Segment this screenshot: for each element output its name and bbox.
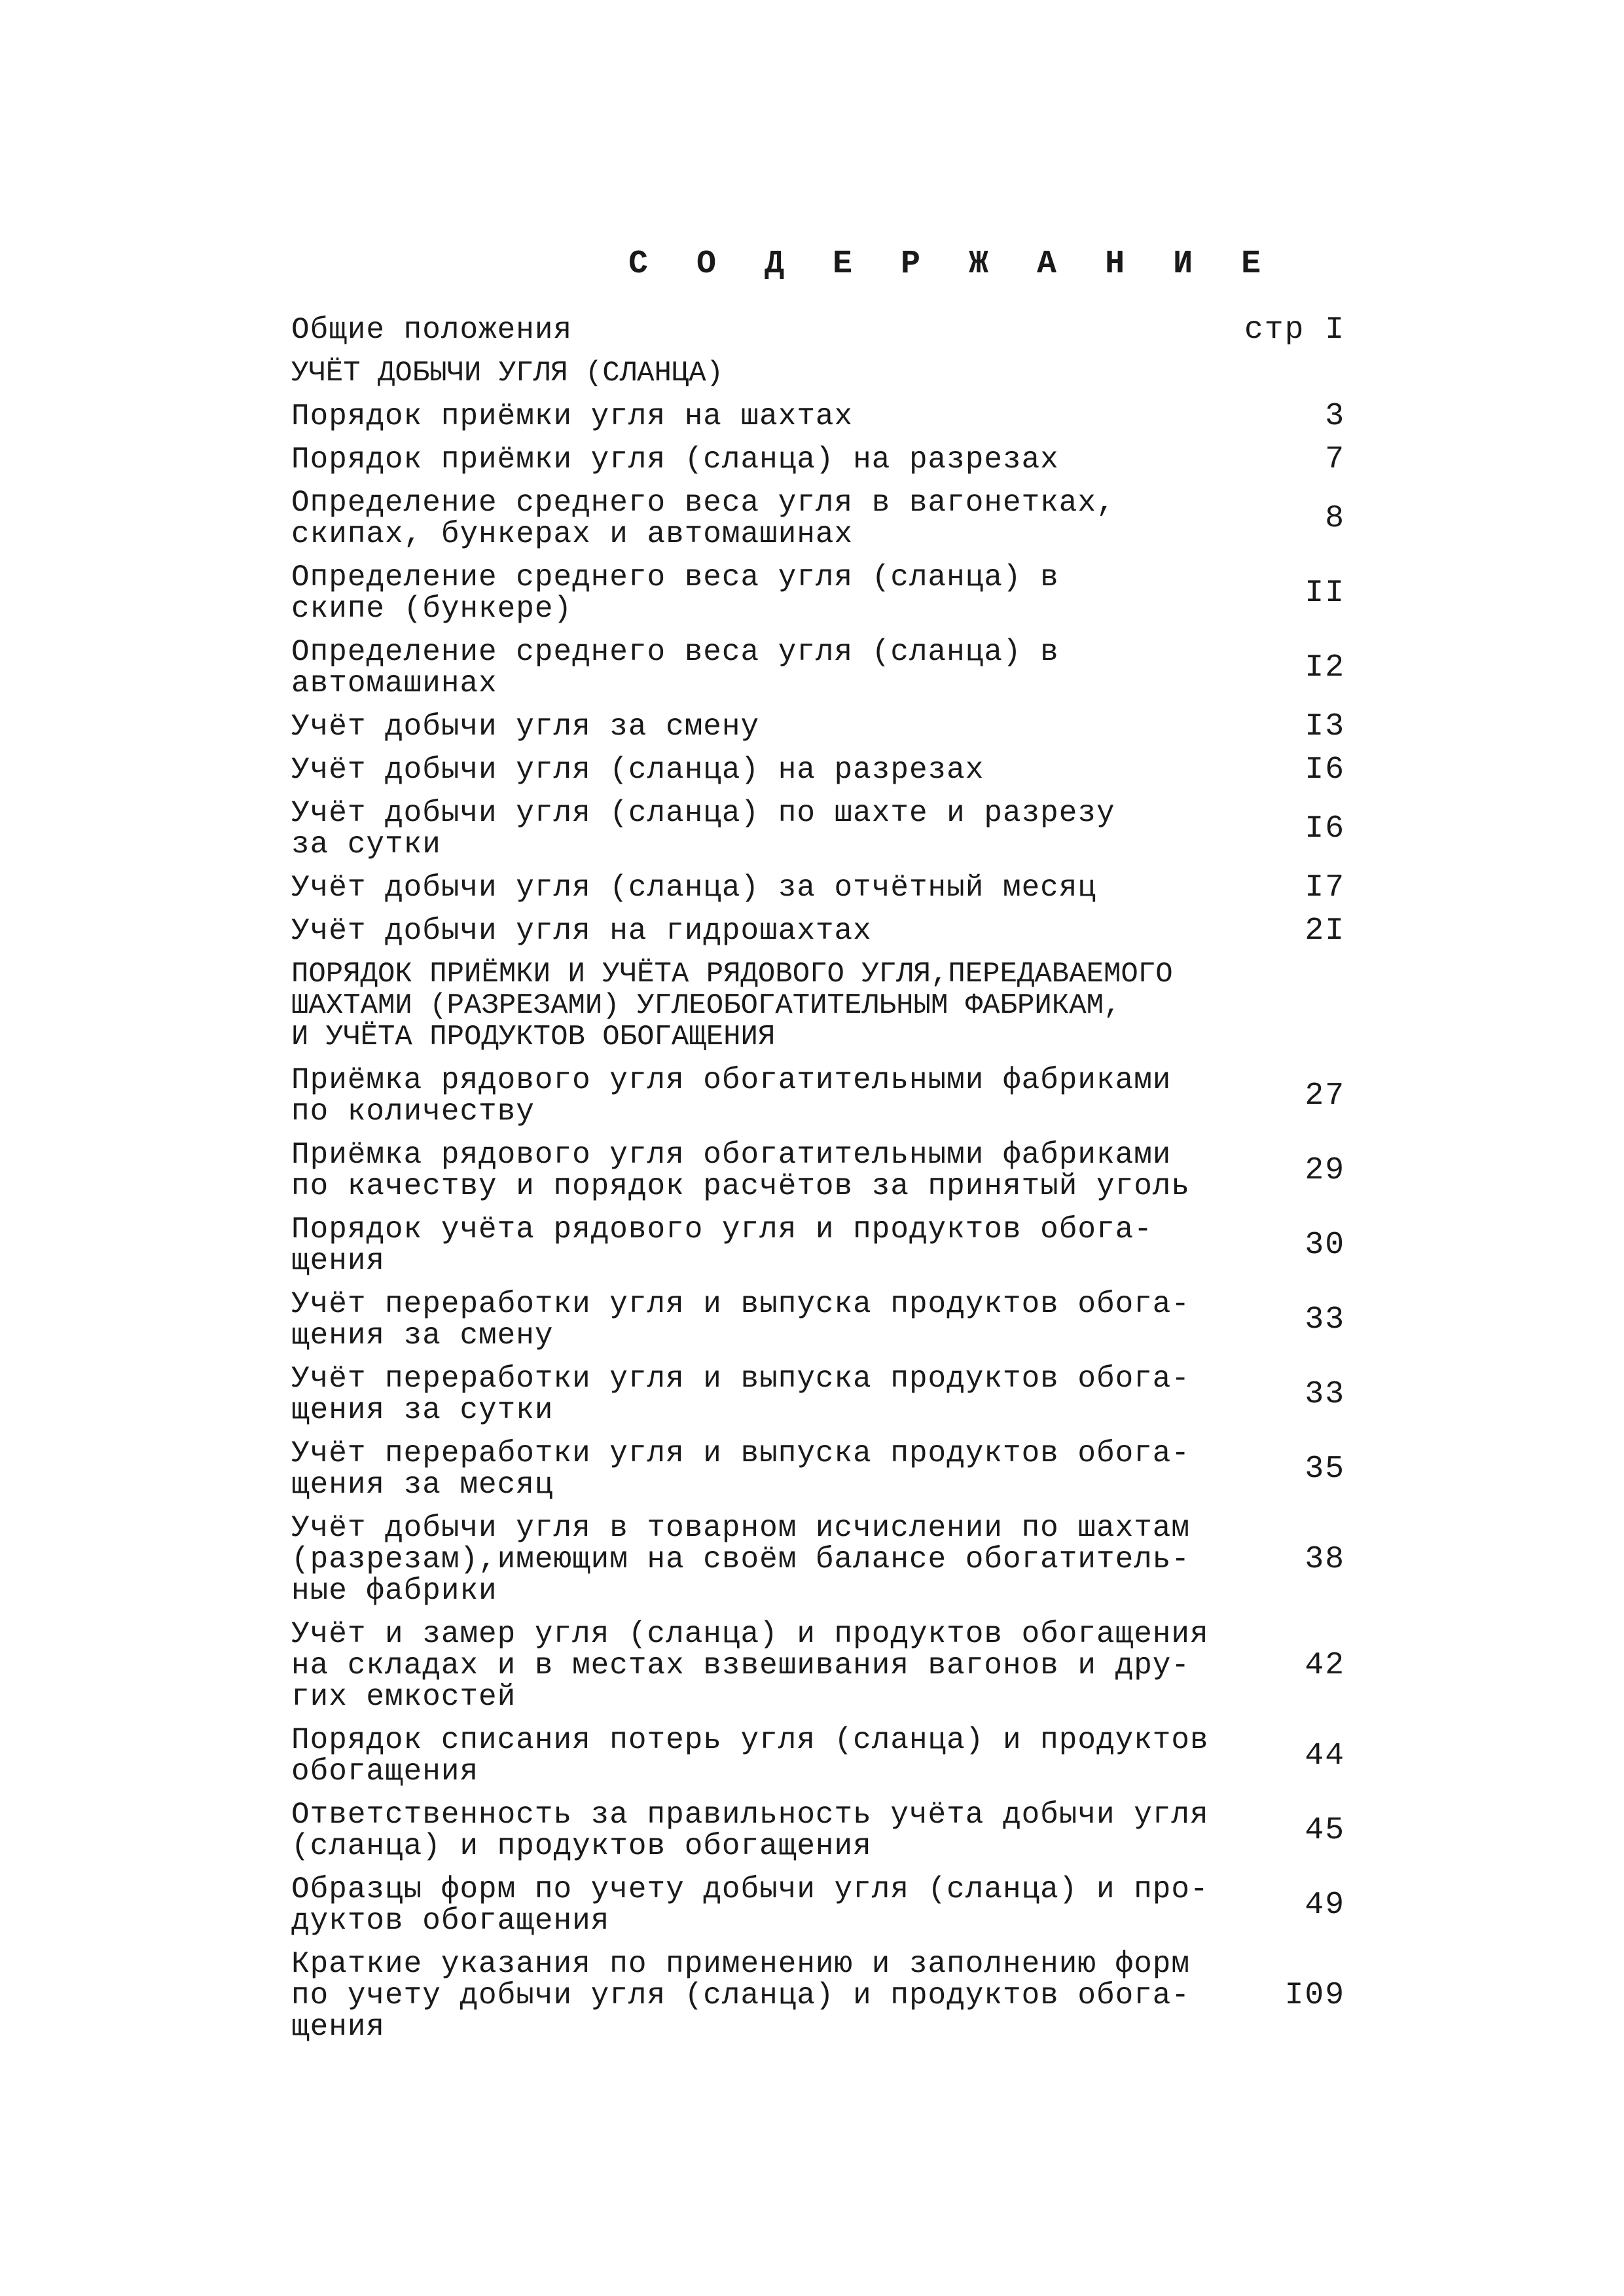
toc-entry-page-number: I6 [1305, 752, 1345, 788]
toc-entry-page-number: II [1305, 575, 1345, 611]
toc-entry-title: Ответственность за правильность учёта добычи угля (сланца) и продуктов обогащения [291, 1798, 1209, 1863]
toc-entry-page-number: I3 [1305, 709, 1345, 744]
toc-entry [291, 1874, 1345, 1937]
toc-entry-title: Краткие указания по применению и заполнению форм по учету добычи угля (сланца) и продуктов обога- щения [291, 1947, 1191, 2044]
toc-entry-page-number: стр I [1244, 312, 1345, 348]
toc-entry-page-number: 33 [1305, 1377, 1345, 1412]
toc-entry-page-number: 45 [1305, 1813, 1345, 1848]
toc-entry-title: Порядок приёмки угля на шахтах [291, 399, 854, 433]
toc-entry-page-number: I2 [1305, 650, 1345, 685]
toc-entry-title: Учёт добычи угля в товарном исчислении по шахтам (разрезам),имеющим на своём балансе обогатитель- ные фабрики [291, 1511, 1191, 1608]
page-title: С О Д Е Р Ж А Н И Е [628, 246, 1276, 283]
toc-entry-page-number: 27 [1305, 1078, 1345, 1114]
toc-entry-page-number: 33 [1305, 1302, 1345, 1338]
toc-entry [291, 1288, 1345, 1351]
toc-entry-page-number: 30 [1305, 1228, 1345, 1263]
toc-entry-title: УЧЁТ ДОБЫЧИ УГЛЯ (СЛАНЦА) [291, 357, 724, 390]
toc-entry [291, 1512, 1345, 1607]
table-of-contents [291, 314, 1345, 2054]
toc-entry-page-number: 44 [1305, 1738, 1345, 1774]
toc-entry-title: Образцы форм по учету добычи угля (сланца) и про- дуктов обогащения [291, 1872, 1209, 1938]
toc-entry-page-number: I09 [1284, 1978, 1345, 2013]
toc-entry [291, 562, 1345, 625]
toc-entry-title: Определение среднего веса угля (сланца) в автомашинах [291, 635, 1059, 701]
toc-entry-page-number: 8 [1325, 501, 1345, 536]
toc-entry [291, 872, 1345, 903]
toc-entry [291, 797, 1345, 860]
toc-entry [291, 1618, 1345, 1713]
toc-entry-page-number: 3 [1325, 399, 1345, 434]
toc-entry [291, 401, 1345, 432]
toc-entry-page-number: 2I [1305, 913, 1345, 949]
toc-entry [291, 1948, 1345, 2043]
toc-entry-title: Определение среднего веса угля в вагонетках, скипах, бункерах и автомашинах [291, 486, 1115, 551]
toc-entry-title: Учёт и замер угля (сланца) и продуктов обогащения на складах и в местах взвешивания вагонов и дру- гих емкостей [291, 1617, 1209, 1714]
toc-entry-title: Приёмка рядового угля обогатительными фабриками по качеству и порядок расчётов за принятый уголь [291, 1138, 1191, 1203]
toc-entry-title: Учёт добычи угля за смену [291, 710, 760, 744]
toc-entry-title: Учёт переработки угля и выпуска продуктов обога- щения за смену [291, 1287, 1191, 1353]
toc-entry [291, 444, 1345, 475]
toc-entry [291, 1724, 1345, 1787]
toc-entry [291, 1363, 1345, 1426]
toc-entry-title: Учёт добычи угля (сланца) по шахте и разрезу за сутки [291, 796, 1115, 862]
toc-entry-page-number: 38 [1305, 1542, 1345, 1577]
toc-entry-page-number: I7 [1305, 870, 1345, 905]
toc-entry-title: ПОРЯДОК ПРИЁМКИ И УЧЁТА РЯДОВОГО УГЛЯ,ПЕРЕДАВАЕМОГО ШАХТАМИ (РАЗРЕЗАМИ) УГЛЕОБОГАТИТЕЛЬНЫМ ФАБРИКАМ, И УЧЁТА ПРОДУКТОВ ОБОГАЩЕНИЯ [291, 958, 1173, 1053]
toc-entry [291, 754, 1345, 786]
toc-entry-title: Учёт добычи угля (сланца) за отчётный месяц [291, 871, 1096, 905]
toc-entry-title: Порядок приёмки угля (сланца) на разрезах [291, 443, 1059, 477]
toc-section-heading [291, 357, 1345, 389]
toc-entry-title: Учёт переработки угля и выпуска продуктов обога- щения за месяц [291, 1436, 1191, 1502]
toc-entry [291, 711, 1345, 742]
toc-entry-title: Порядок списания потерь угля (сланца) и продуктов обогащения [291, 1723, 1209, 1789]
toc-entry-page-number: 35 [1305, 1451, 1345, 1487]
toc-entry [291, 1799, 1345, 1862]
toc-entry [291, 1065, 1345, 1127]
toc-entry [291, 1438, 1345, 1501]
toc-entry-title: Определение среднего веса угля (сланца) в скипе (бункере) [291, 560, 1059, 626]
toc-entry [291, 314, 1345, 346]
toc-entry-page-number: 29 [1305, 1153, 1345, 1188]
toc-entry-page-number: 7 [1325, 442, 1345, 477]
toc-entry [291, 1139, 1345, 1202]
toc-entry-title: Учёт добычи угля (сланца) на разрезах [291, 753, 984, 787]
toc-entry [291, 915, 1345, 947]
toc-entry-title: Приёмка рядового угля обогатительными фабриками по количеству [291, 1063, 1172, 1129]
toc-entry-title: Учёт переработки угля и выпуска продуктов обога- щения за сутки [291, 1362, 1191, 1427]
toc-entry-page-number: 42 [1305, 1648, 1345, 1683]
toc-entry-title: Порядок учёта рядового угля и продуктов обога- щения [291, 1212, 1153, 1278]
toc-entry-title: Учёт добычи угля на гидрошахтах [291, 914, 872, 948]
toc-entry [291, 636, 1345, 699]
toc-section-heading [291, 958, 1345, 1053]
toc-entry [291, 1214, 1345, 1277]
toc-entry [291, 487, 1345, 550]
toc-entry-page-number: 49 [1305, 1887, 1345, 1923]
toc-entry-page-number: I6 [1305, 811, 1345, 847]
toc-entry-title: Общие положения [291, 313, 573, 347]
